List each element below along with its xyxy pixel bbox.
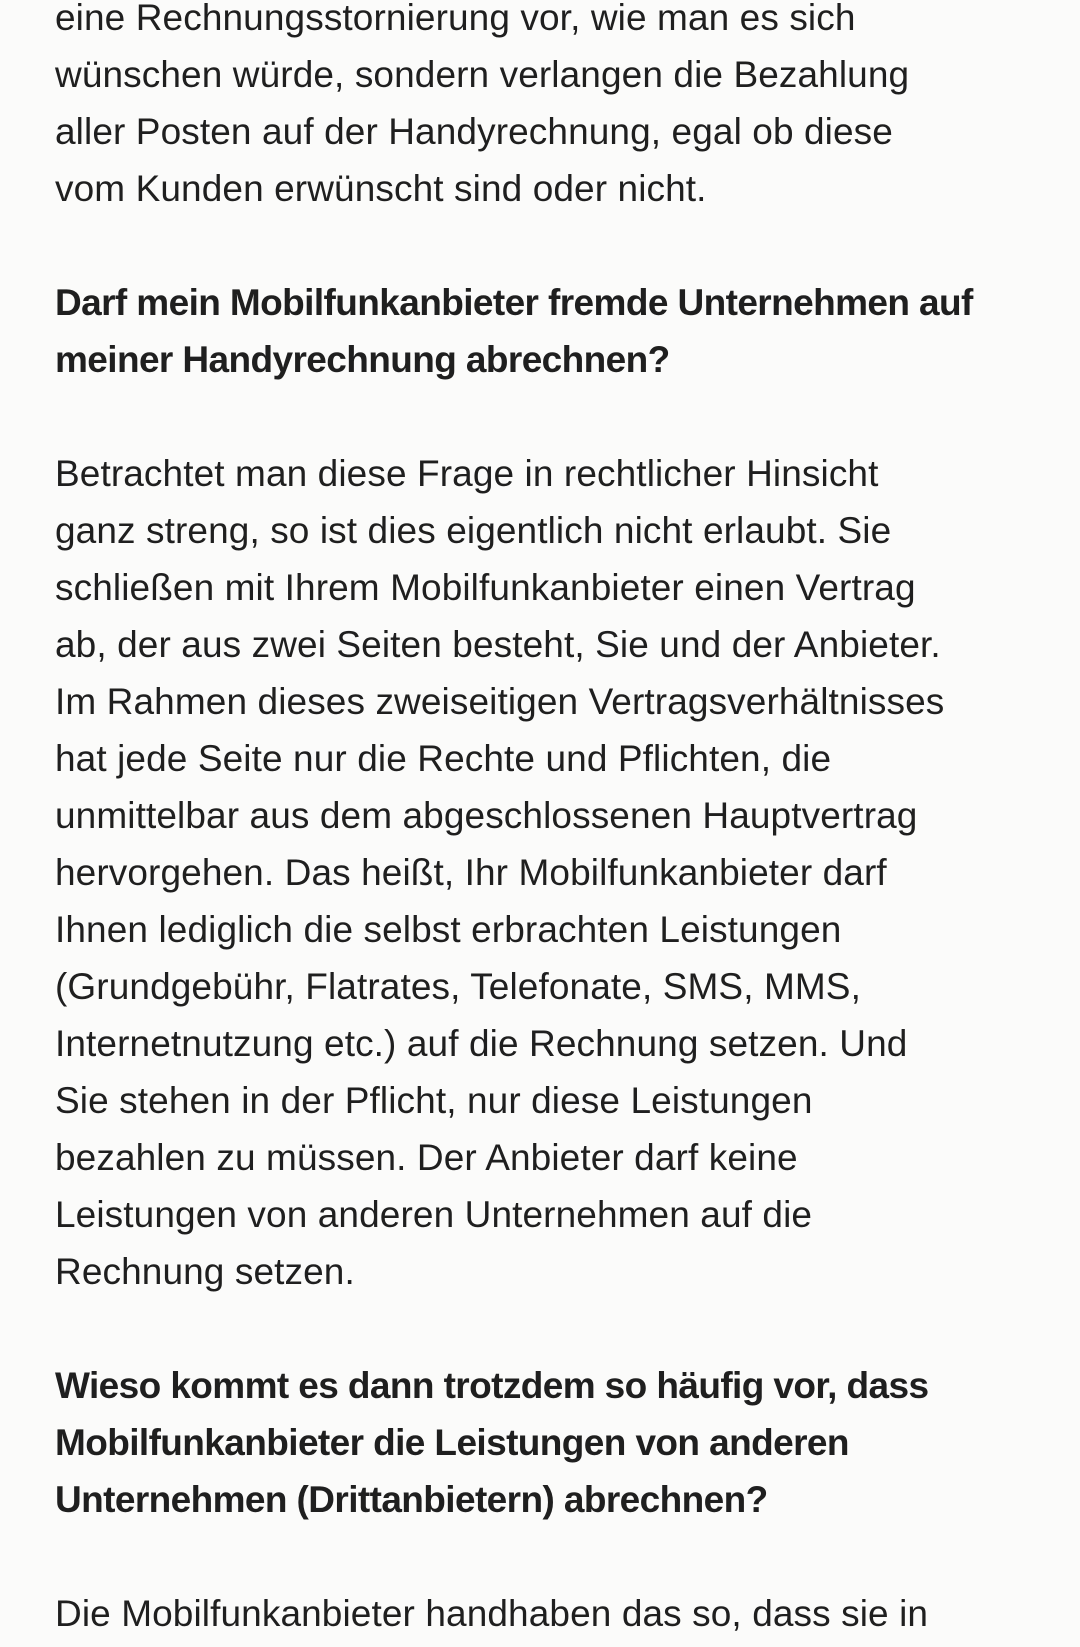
article-body	[55, 0, 1015, 1642]
section-heading	[55, 1357, 1015, 1528]
heading-line: Darf mein Mobilfunkanbieter fremde Unternehmen auf	[55, 282, 973, 323]
heading-line: Mobilfunkanbieter die Leistungen von anderen	[55, 1422, 849, 1463]
text-line: wünschen würde, sondern verlangen die Bezahlung	[55, 54, 910, 95]
body-paragraph	[55, 445, 1015, 1300]
heading-line: Unternehmen (Drittanbietern) abrechnen?	[55, 1479, 768, 1520]
text-line: bezahlen zu müssen. Der Anbieter darf keine	[55, 1137, 798, 1178]
text-line: Sie stehen in der Pflicht, nur diese Leistungen	[55, 1080, 813, 1121]
text-line: (Grundgebühr, Flatrates, Telefonate, SMS, MMS,	[55, 966, 861, 1007]
heading-line: Wieso kommt es dann trotzdem so häufig vor, dass	[55, 1365, 929, 1406]
heading-line: meiner Handyrechnung abrechnen?	[55, 339, 670, 380]
paragraph-spacer	[55, 1300, 1015, 1357]
text-line: Die Mobilfunkanbieter handhaben das so, dass sie in	[55, 1593, 929, 1634]
text-line: Betrachtet man diese Frage in rechtlicher Hinsicht	[55, 453, 879, 494]
text-line: aller Posten auf der Handyrechnung, egal ob diese	[55, 111, 893, 152]
text-line: schließen mit Ihrem Mobilfunkanbieter einen Vertrag	[55, 567, 916, 608]
text-line: hervorgehen. Das heißt, Ihr Mobilfunkanbieter darf	[55, 852, 887, 893]
text-line: Im Rahmen dieses zweiseitigen Vertragsverhältnisses	[55, 681, 945, 722]
paragraph-spacer	[55, 388, 1015, 445]
text-line: Ihnen lediglich die selbst erbrachten Leistungen	[55, 909, 842, 950]
text-line: vom Kunden erwünscht sind oder nicht.	[55, 168, 707, 209]
section-heading	[55, 274, 1015, 388]
intro-paragraph	[55, 0, 1015, 217]
text-line: Rechnung setzen.	[55, 1251, 355, 1292]
text-line: eine Rechnungsstornierung vor, wie man es sich	[55, 0, 856, 38]
paragraph-spacer	[55, 217, 1015, 274]
text-line: ganz streng, so ist dies eigentlich nicht erlaubt. Sie	[55, 510, 892, 551]
text-line: Internetnutzung etc.) auf die Rechnung setzen. Und	[55, 1023, 908, 1064]
body-paragraph	[55, 1585, 1015, 1642]
text-line: ab, der aus zwei Seiten besteht, Sie und der Anbieter.	[55, 624, 941, 665]
text-line: hat jede Seite nur die Rechte und Pflichten, die	[55, 738, 832, 779]
paragraph-spacer	[55, 1528, 1015, 1585]
text-line: unmittelbar aus dem abgeschlossenen Hauptvertrag	[55, 795, 918, 836]
text-line: Leistungen von anderen Unternehmen auf die	[55, 1194, 813, 1235]
